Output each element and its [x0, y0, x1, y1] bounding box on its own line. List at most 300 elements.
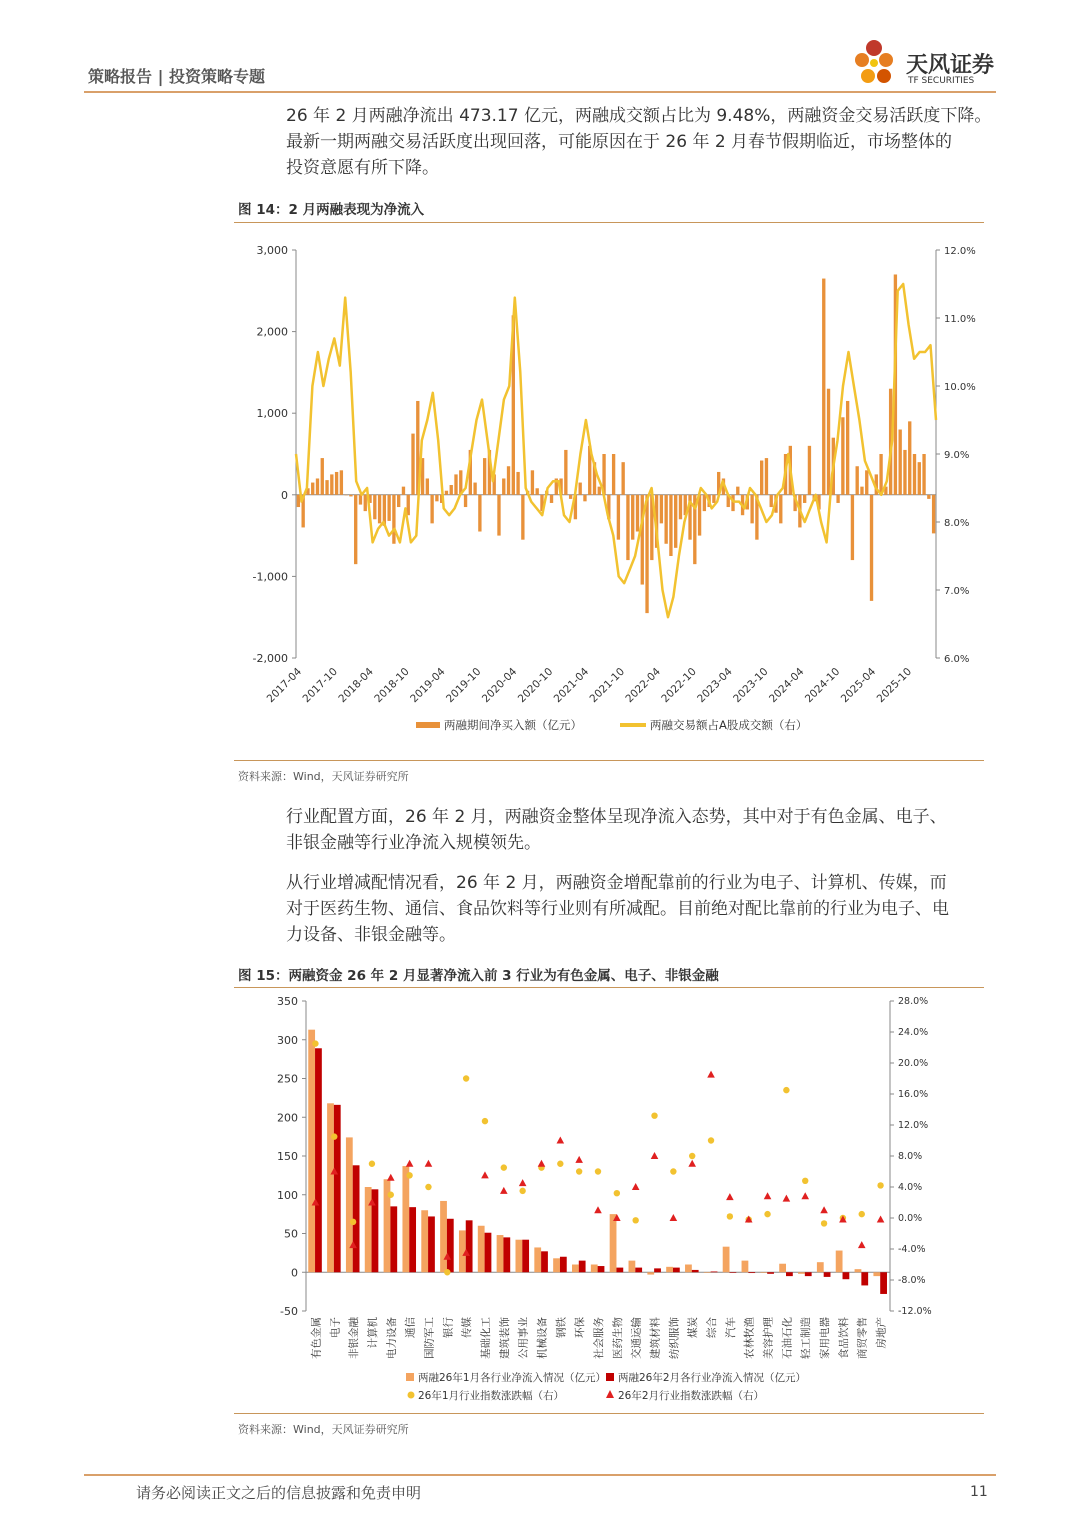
header-divider — [84, 91, 996, 93]
x-tick-label: 环保 — [574, 1317, 587, 1338]
bar-net-purchase — [335, 472, 338, 495]
bar-net-purchase — [330, 474, 333, 494]
bar-net-purchase — [583, 495, 586, 502]
x-tick-label: 机械设备 — [536, 1317, 549, 1359]
x-tick-label: 商贸零售 — [856, 1317, 869, 1359]
bar-jan-net-inflow — [346, 1137, 353, 1272]
x-tick-label: 2023-10 — [731, 665, 771, 706]
bar-jan-net-inflow — [629, 1261, 636, 1273]
triangle-feb-index-change — [688, 1160, 696, 1167]
figure-15-title: 图 15：两融资金 26 年 2 月显著净流入前 3 行业为有色金属、电子、非银金融 — [238, 968, 719, 984]
x-tick-label: 2025-04 — [838, 665, 879, 706]
bar-net-purchase — [879, 454, 882, 495]
bar-feb-net-inflow — [579, 1261, 586, 1273]
bar-net-purchase — [679, 495, 682, 519]
dot-jan-index-change — [576, 1168, 582, 1174]
dot-jan-index-change — [425, 1184, 431, 1190]
bar-feb-net-inflow — [485, 1233, 492, 1273]
figure-15-source: 资料来源：Wind，天风证券研究所 — [238, 1423, 409, 1436]
bar-net-purchase — [497, 495, 500, 536]
bar-feb-net-inflow — [315, 1048, 322, 1272]
bar-net-purchase — [932, 495, 935, 534]
bar-net-purchase — [364, 495, 367, 511]
bar-jan-net-inflow — [610, 1214, 617, 1272]
bar-jan-net-inflow — [327, 1103, 334, 1272]
x-tick-label: 2022-04 — [623, 665, 663, 706]
x-tick-label: 食品饮料 — [837, 1317, 850, 1359]
legend-label: 26年1月行业指数涨跌幅（右） — [418, 1390, 565, 1402]
bar-feb-net-inflow — [560, 1257, 567, 1273]
bar-net-purchase — [760, 461, 763, 495]
x-tick-label: 2024-04 — [766, 665, 807, 706]
triangle-feb-index-change — [406, 1160, 414, 1167]
y-tick-label: 2,000 — [256, 325, 288, 339]
bar-feb-net-inflow — [729, 1272, 736, 1273]
x-tick-label: 2017-04 — [264, 665, 305, 706]
dot-jan-index-change — [463, 1075, 469, 1081]
bar-net-purchase — [645, 495, 648, 613]
dot-jan-index-change — [764, 1211, 770, 1217]
y-tick-label: 3,000 — [256, 244, 288, 257]
y2-tick-label: 10.0% — [944, 382, 976, 393]
triangle-feb-index-change — [858, 1241, 866, 1248]
bar-net-purchase — [770, 495, 773, 507]
dot-jan-index-change — [519, 1188, 525, 1194]
y2-tick-label: 6.0% — [944, 654, 970, 665]
y-tick-label: 0 — [281, 488, 288, 502]
bar-jan-net-inflow — [647, 1272, 654, 1274]
triangle-feb-index-change — [764, 1192, 772, 1199]
bar-net-purchase — [712, 495, 715, 503]
bar-jan-net-inflow — [723, 1247, 730, 1273]
bar-net-purchase — [908, 421, 911, 494]
x-tick-label: 医药生物 — [611, 1317, 624, 1359]
dot-jan-index-change — [670, 1168, 676, 1174]
dot-jan-index-change — [369, 1161, 375, 1167]
bar-net-purchase — [297, 495, 300, 507]
y-tick-label: 150 — [277, 1150, 298, 1163]
figure-14-chart — [234, 232, 984, 752]
x-tick-label: 2023-04 — [695, 665, 735, 706]
dot-jan-index-change — [331, 1133, 337, 1139]
bar-net-purchase — [913, 454, 916, 495]
bar-jan-net-inflow — [365, 1187, 372, 1272]
dot-jan-index-change — [783, 1087, 789, 1093]
triangle-feb-index-change — [726, 1193, 734, 1200]
bar-net-purchase — [402, 487, 405, 495]
figure-14-source: 资料来源：Wind，天风证券研究所 — [238, 770, 409, 783]
report-header-title: 策略报告 | 投资策略专题 — [88, 67, 265, 86]
y2-tick-label: -4.0% — [898, 1244, 926, 1255]
bar-feb-net-inflow — [409, 1207, 416, 1272]
y-tick-label: -1,000 — [252, 570, 288, 584]
dot-jan-index-change — [614, 1190, 620, 1196]
triangle-feb-index-change — [707, 1071, 715, 1078]
dot-jan-index-change — [708, 1137, 714, 1143]
bar-net-purchase — [626, 495, 629, 560]
y-tick-label: 0 — [291, 1266, 298, 1280]
x-tick-label: 轻工制造 — [800, 1317, 813, 1359]
triangle-feb-index-change — [670, 1214, 678, 1221]
y2-tick-label: 12.0% — [944, 246, 976, 257]
x-tick-label: 建筑材料 — [649, 1317, 662, 1359]
bar-net-purchase — [621, 462, 624, 495]
bar-net-purchase — [354, 495, 357, 564]
bar-feb-net-inflow — [880, 1272, 887, 1294]
bar-net-purchase — [674, 495, 677, 548]
dot-jan-index-change — [877, 1182, 883, 1188]
x-tick-label: 2020-04 — [479, 665, 520, 706]
footer-divider — [84, 1474, 996, 1476]
y2-tick-label: 9.0% — [944, 450, 970, 461]
legend-label: 26年2月行业指数涨跌幅（右） — [618, 1390, 765, 1402]
bar-net-purchase — [641, 495, 644, 585]
figure-14-title: 图 14：2 月两融表现为净流入 — [238, 202, 425, 218]
x-tick-label: 钢铁 — [555, 1317, 568, 1338]
bar-net-purchase — [531, 470, 534, 494]
footer-disclaimer: 请务必阅读正文之后的信息披露和免责申明 — [136, 1484, 422, 1502]
bar-net-purchase — [703, 495, 706, 511]
bar-net-purchase — [426, 478, 429, 494]
dot-jan-index-change — [501, 1164, 507, 1170]
bar-jan-net-inflow — [742, 1261, 749, 1273]
bar-feb-net-inflow — [522, 1240, 529, 1273]
y2-tick-label: 4.0% — [898, 1182, 923, 1193]
bar-net-purchase — [435, 495, 438, 502]
paragraph-line: 非银金融等行业净流入规模领先。 — [286, 833, 541, 853]
bar-net-purchase — [612, 454, 615, 495]
bar-net-purchase — [478, 495, 481, 532]
y2-tick-label: 12.0% — [898, 1120, 929, 1131]
y2-tick-label: 0.0% — [898, 1213, 923, 1224]
bar-net-purchase — [750, 495, 753, 524]
bar-net-purchase — [598, 487, 601, 495]
bar-net-purchase — [765, 458, 768, 495]
x-tick-label: 交通运输 — [630, 1317, 643, 1359]
bar-jan-net-inflow — [855, 1269, 862, 1272]
bar-net-purchase — [617, 495, 620, 540]
bar-net-purchase — [660, 495, 663, 524]
y2-tick-label: 16.0% — [898, 1089, 929, 1100]
triangle-feb-index-change — [387, 1174, 395, 1181]
dot-jan-index-change — [821, 1220, 827, 1226]
bar-feb-net-inflow — [447, 1219, 454, 1272]
bar-net-purchase — [340, 470, 343, 494]
x-tick-label: 家用电器 — [819, 1317, 832, 1359]
bar-net-purchase — [536, 488, 539, 495]
paragraph-line: 26 年 2 月两融净流出 473.17 亿元，两融成交额占比为 9.48%，两融资金交易活跃度下降。 — [286, 106, 992, 126]
dot-jan-index-change — [595, 1168, 601, 1174]
legend-label: 两融期间净买入额（亿元） — [444, 718, 582, 732]
bar-net-purchase — [669, 495, 672, 556]
bar-net-purchase — [903, 450, 906, 495]
dot-jan-index-change — [689, 1153, 695, 1159]
x-tick-label: 农林牧渔 — [743, 1317, 756, 1359]
y-tick-label: 100 — [277, 1188, 298, 1202]
bar-feb-net-inflow — [334, 1105, 341, 1272]
triangle-feb-index-change — [500, 1187, 508, 1194]
bar-feb-net-inflow — [503, 1237, 510, 1272]
y-tick-label: 1,000 — [256, 407, 288, 421]
legend-swatch-feb-bar — [606, 1373, 614, 1381]
figure-bottom-rule — [234, 1413, 984, 1414]
figure-15-chart — [234, 990, 984, 1410]
bar-net-purchase — [502, 478, 505, 494]
bar-net-purchase — [664, 495, 667, 544]
bar-feb-net-inflow — [692, 1270, 699, 1272]
logo-text-en: TF SECURITIES — [908, 76, 975, 86]
bar-feb-net-inflow — [786, 1272, 793, 1276]
bar-jan-net-inflow — [440, 1201, 447, 1272]
triangle-feb-index-change — [651, 1152, 659, 1159]
bar-jan-net-inflow — [798, 1272, 805, 1274]
triangle-feb-index-change — [801, 1192, 809, 1199]
triangle-feb-index-change — [538, 1160, 546, 1167]
y2-tick-label: 24.0% — [898, 1027, 929, 1038]
bar-net-purchase — [344, 495, 347, 496]
bar-net-purchase — [321, 458, 324, 495]
paragraph-line: 最新一期两融交易活跃度出现回落，可能原因在于 26 年 2 月春节假期临近，市场整体的 — [286, 132, 953, 152]
bar-feb-net-inflow — [748, 1272, 755, 1273]
bar-feb-net-inflow — [861, 1272, 868, 1285]
bar-jan-net-inflow — [572, 1265, 579, 1273]
y2-tick-label: 8.0% — [944, 518, 970, 529]
dot-jan-index-change — [727, 1213, 733, 1219]
y-tick-label: 50 — [284, 1227, 298, 1241]
bar-jan-net-inflow — [704, 1272, 711, 1273]
y2-tick-label: 20.0% — [898, 1058, 929, 1069]
bar-jan-net-inflow — [779, 1264, 786, 1273]
bar-feb-net-inflow — [428, 1216, 435, 1272]
triangle-feb-index-change — [481, 1171, 489, 1178]
bar-jan-net-inflow — [817, 1262, 824, 1272]
triangle-feb-index-change — [632, 1183, 640, 1190]
dot-jan-index-change — [312, 1040, 318, 1046]
legend-label: 两融26年1月各行业净流入情况（亿元） — [418, 1372, 607, 1384]
figure-top-rule — [234, 222, 984, 223]
bar-net-purchase — [507, 466, 510, 495]
x-tick-label: 银行 — [442, 1317, 455, 1338]
paragraph-line: 对于医药生物、通信、食品饮料等行业则有所减配。目前绝对配比靠前的行业为电子、电 — [286, 899, 949, 919]
bar-net-purchase — [870, 495, 873, 601]
bar-net-purchase — [464, 495, 467, 507]
x-tick-label: 国防军工 — [423, 1317, 436, 1359]
dot-jan-index-change — [632, 1217, 638, 1223]
bar-jan-net-inflow — [666, 1267, 673, 1272]
paragraph-line: 力设备、非银金融等。 — [286, 925, 456, 945]
bar-jan-net-inflow — [515, 1240, 522, 1273]
dot-jan-index-change — [802, 1178, 808, 1184]
bar-net-purchase — [865, 470, 868, 494]
bar-feb-net-inflow — [805, 1272, 812, 1276]
triangle-feb-index-change — [575, 1156, 583, 1163]
x-tick-label: 基础化工 — [479, 1317, 492, 1359]
bar-net-purchase — [378, 495, 381, 524]
x-tick-label: 电子 — [329, 1317, 342, 1338]
triangle-feb-index-change — [557, 1137, 565, 1144]
dot-jan-index-change — [388, 1192, 394, 1198]
bar-net-purchase — [841, 417, 844, 495]
bar-net-purchase — [736, 487, 739, 495]
bar-net-purchase — [387, 495, 390, 521]
company-logo — [846, 36, 1006, 92]
bar-feb-net-inflow — [390, 1206, 397, 1272]
bar-net-purchase — [454, 474, 457, 494]
bar-net-purchase — [311, 483, 314, 495]
bar-jan-net-inflow — [421, 1210, 428, 1272]
bar-net-purchase — [325, 480, 328, 495]
dot-jan-index-change — [406, 1172, 412, 1178]
bar-jan-net-inflow — [760, 1272, 767, 1273]
dot-jan-index-change — [651, 1113, 657, 1119]
bar-net-purchase — [827, 389, 830, 495]
y-tick-label: -2,000 — [252, 652, 288, 665]
bar-jan-net-inflow — [685, 1265, 692, 1273]
bar-net-purchase — [631, 495, 634, 540]
bar-jan-net-inflow — [836, 1251, 843, 1273]
bar-jan-net-inflow — [402, 1166, 409, 1272]
bar-net-purchase — [851, 495, 854, 560]
y2-tick-label: 11.0% — [944, 314, 976, 325]
legend-label: 两融交易额占A股成交额（右） — [650, 718, 808, 732]
bar-net-purchase — [856, 466, 859, 495]
bar-net-purchase — [373, 495, 376, 519]
y2-tick-label: 28.0% — [898, 996, 929, 1007]
page-number: 11 — [970, 1484, 988, 1500]
x-tick-label: 传媒 — [461, 1317, 474, 1338]
x-tick-label: 房地产 — [875, 1317, 888, 1349]
legend-swatch-jan-bar — [406, 1373, 414, 1381]
x-tick-label: 2022-10 — [659, 665, 699, 706]
x-tick-label: 2024-10 — [802, 665, 843, 706]
dot-jan-index-change — [444, 1269, 450, 1275]
bar-net-purchase — [516, 472, 519, 495]
bar-net-purchase — [550, 495, 553, 503]
logo-text-cn: 天风证券 — [906, 53, 995, 78]
dot-jan-index-change — [859, 1211, 865, 1217]
bar-net-purchase — [636, 495, 639, 532]
x-tick-label: 建筑装饰 — [498, 1317, 511, 1359]
y-tick-label: 200 — [277, 1111, 298, 1125]
bar-net-purchase — [473, 483, 476, 495]
x-tick-label: 2021-10 — [587, 665, 628, 706]
legend-label: 两融26年2月各行业净流入情况（亿元） — [618, 1372, 807, 1384]
bar-net-purchase — [316, 478, 319, 494]
bar-net-purchase — [349, 495, 352, 497]
bar-net-purchase — [450, 485, 453, 495]
bar-feb-net-inflow — [466, 1220, 473, 1272]
bar-feb-net-inflow — [824, 1272, 831, 1277]
bar-net-purchase — [822, 279, 825, 495]
line-margin-trading-ratio — [296, 284, 936, 617]
bar-net-purchase — [445, 491, 448, 495]
paragraph-line: 行业配置方面，26 年 2 月，两融资金整体呈现净流入态势，其中对于有色金属、电子、 — [286, 807, 947, 827]
bar-feb-net-inflow — [767, 1272, 774, 1274]
bar-net-purchase — [731, 495, 734, 511]
y2-tick-label: -8.0% — [898, 1275, 926, 1286]
bar-jan-net-inflow — [534, 1247, 541, 1272]
bar-jan-net-inflow — [553, 1258, 560, 1272]
y2-tick-label: -12.0% — [898, 1306, 932, 1317]
bar-feb-net-inflow — [598, 1266, 605, 1272]
bar-net-purchase — [483, 458, 486, 495]
y-tick-label: -50 — [280, 1305, 298, 1318]
legend-swatch-jan-dot — [408, 1392, 415, 1399]
bar-jan-net-inflow — [497, 1235, 504, 1272]
x-tick-label: 纺织服饰 — [668, 1317, 681, 1359]
x-tick-label: 通信 — [404, 1317, 417, 1338]
legend-swatch-line — [620, 723, 646, 727]
bar-jan-net-inflow — [873, 1272, 880, 1276]
figure-bottom-rule — [234, 760, 984, 761]
x-tick-label: 2018-04 — [336, 665, 376, 706]
bar-jan-net-inflow — [478, 1226, 485, 1273]
bar-net-purchase — [359, 495, 362, 505]
x-tick-label: 2025-10 — [874, 665, 915, 706]
bar-feb-net-inflow — [673, 1268, 680, 1273]
triangle-feb-index-change — [594, 1206, 602, 1213]
x-tick-label: 2020-10 — [515, 665, 556, 706]
y-tick-label: 250 — [277, 1072, 298, 1086]
bar-net-purchase — [927, 495, 930, 499]
bar-net-purchase — [411, 434, 414, 495]
y2-tick-label: 8.0% — [898, 1151, 923, 1162]
figure-top-rule — [234, 987, 984, 988]
x-tick-label: 美容护理 — [762, 1317, 775, 1359]
x-tick-label: 石油石化 — [781, 1317, 794, 1359]
bar-feb-net-inflow — [843, 1272, 850, 1279]
bar-net-purchase — [803, 495, 806, 503]
x-tick-label: 电力设备 — [385, 1317, 398, 1359]
x-tick-label: 2018-10 — [372, 665, 412, 706]
bar-net-purchase — [521, 495, 524, 540]
triangle-feb-index-change — [519, 1179, 527, 1186]
bar-jan-net-inflow — [308, 1030, 315, 1273]
triangle-feb-index-change — [425, 1160, 433, 1167]
x-tick-label: 有色金属 — [310, 1317, 323, 1359]
x-tick-label: 2021-04 — [551, 665, 592, 706]
y2-tick-label: 7.0% — [944, 586, 970, 597]
bar-jan-net-inflow — [459, 1230, 466, 1272]
bar-net-purchase — [808, 446, 811, 495]
bar-net-purchase — [918, 462, 921, 495]
x-tick-label: 2017-10 — [300, 665, 341, 706]
y-tick-label: 350 — [277, 995, 298, 1008]
triangle-feb-index-change — [820, 1206, 828, 1213]
bar-feb-net-inflow — [541, 1251, 548, 1272]
y-tick-label: 300 — [277, 1033, 298, 1047]
x-tick-label: 社会服务 — [593, 1317, 605, 1359]
paragraph-line: 从行业增减配情况看，26 年 2 月，两融资金增配靠前的行业为电子、计算机、传媒，而 — [286, 873, 947, 893]
x-tick-label: 非银金融 — [348, 1317, 361, 1359]
dot-jan-index-change — [557, 1161, 563, 1167]
bar-jan-net-inflow — [591, 1265, 598, 1273]
bar-net-purchase — [836, 495, 839, 503]
triangle-feb-index-change — [783, 1195, 791, 1202]
dot-jan-index-change — [350, 1219, 356, 1225]
bar-net-purchase — [860, 487, 863, 495]
x-tick-label: 计算机 — [366, 1317, 379, 1349]
bar-net-purchase — [779, 495, 782, 524]
triangle-feb-index-change — [877, 1216, 885, 1223]
x-tick-label: 2019-10 — [444, 665, 484, 706]
bar-feb-net-inflow — [635, 1268, 642, 1273]
bar-net-purchase — [564, 450, 567, 495]
legend-swatch-bar — [416, 722, 440, 728]
bar-net-purchase — [430, 495, 433, 524]
bar-feb-net-inflow — [654, 1268, 661, 1272]
bar-net-purchase — [579, 483, 582, 495]
